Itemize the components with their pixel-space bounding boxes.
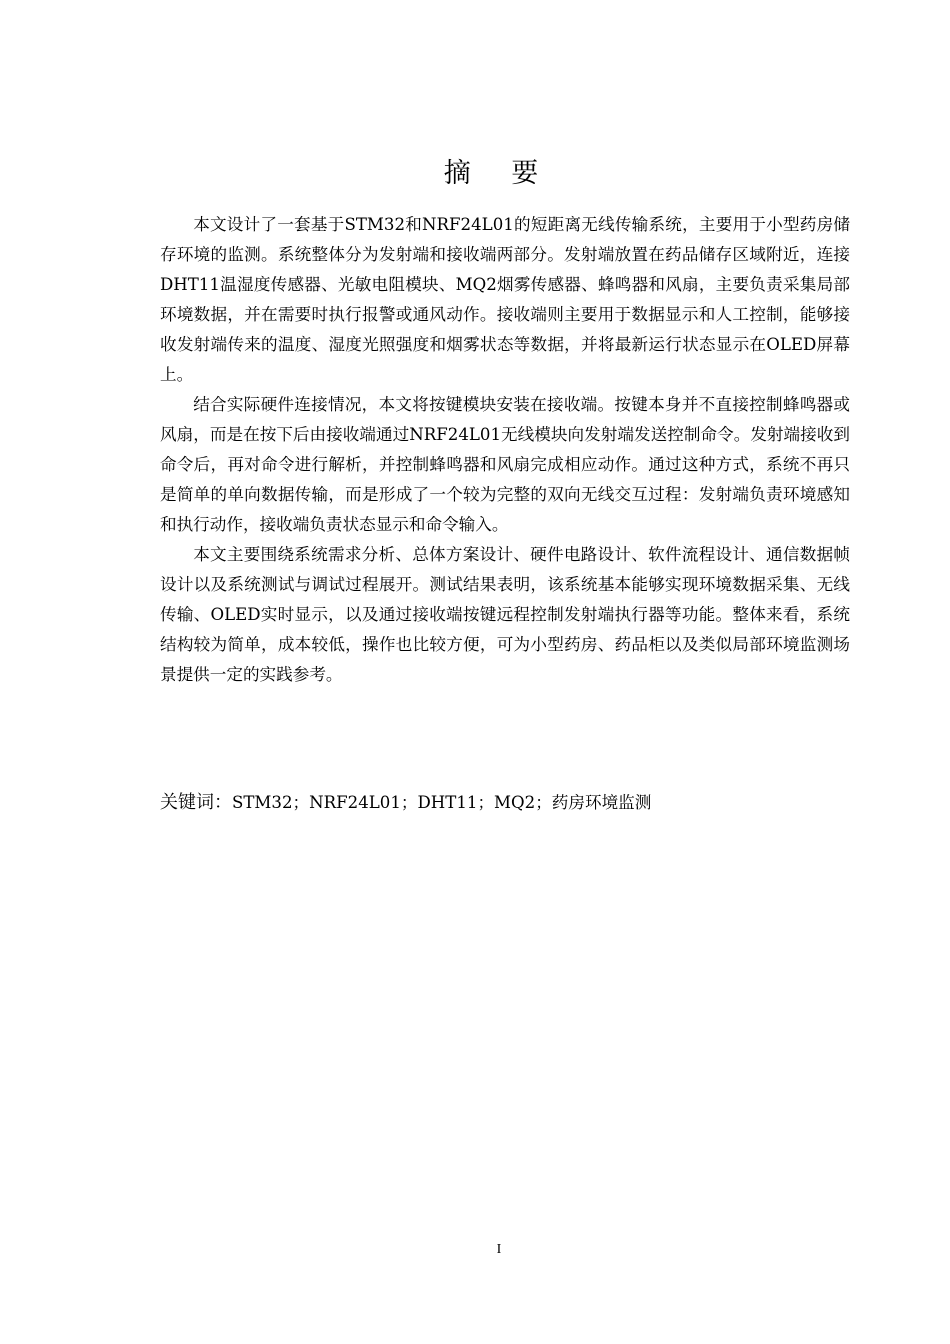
abstract-paragraph-3: 本文主要围绕系统需求分析、总体方案设计、硬件电路设计、软件流程设计、通信数据帧设计以及系统测试与调试过程展开。测试结果表明，该系统基本能够实现环境数据采集、无线传输、OLED实时显示，以及通过接收端按键远程控制发射端执行器等功能。整体来看，系统结构较为简单，成本较低，操作也比较方便，可为小型药房、药品柜以及类似局部环境监测场景提供一定的实践参考。 bbox=[160, 545, 850, 684]
keywords-value: STM32；NRF24L01；DHT11；MQ2；药房环境监测 bbox=[232, 793, 652, 812]
page-number: I bbox=[496, 1242, 502, 1257]
abstract-body bbox=[160, 210, 850, 690]
keywords-label: 关键词： bbox=[160, 792, 232, 813]
keywords-line bbox=[160, 788, 850, 818]
abstract-title: 摘 要 bbox=[443, 158, 555, 189]
abstract-paragraph-2: 结合实际硬件连接情况，本文将按键模块安装在接收端。按键本身并不直接控制蜂鸣器或风扇，而是在按下后由接收端通过NRF24L01无线模块向发射端发送控制命令。发射端接收到命令后，再对命令进行解析，并控制蜂鸣器和风扇完成相应动作。通过这种方式，系统不再只是简单的单向数据传输，而是形成了一个较为完整的双向无线交互过程：发射端负责环境感知和执行动作，接收端负责状态显示和命令输入。 bbox=[160, 395, 850, 534]
abstract-paragraph-1: 本文设计了一套基于STM32和NRF24L01的短距离无线传输系统，主要用于小型药房储存环境的监测。系统整体分为发射端和接收端两部分。发射端放置在药品储存区域附近，连接DHT11温湿度传感器、光敏电阻模块、MQ2烟雾传感器、蜂鸣器和风扇，主要负责采集局部环境数据，并在需要时执行报警或通风动作。接收端则主要用于数据显示和人工控制，能够接收发射端传来的温度、湿度光照强度和烟雾状态等数据，并将最新运行状态显示在OLED屏幕上。 bbox=[160, 215, 850, 384]
